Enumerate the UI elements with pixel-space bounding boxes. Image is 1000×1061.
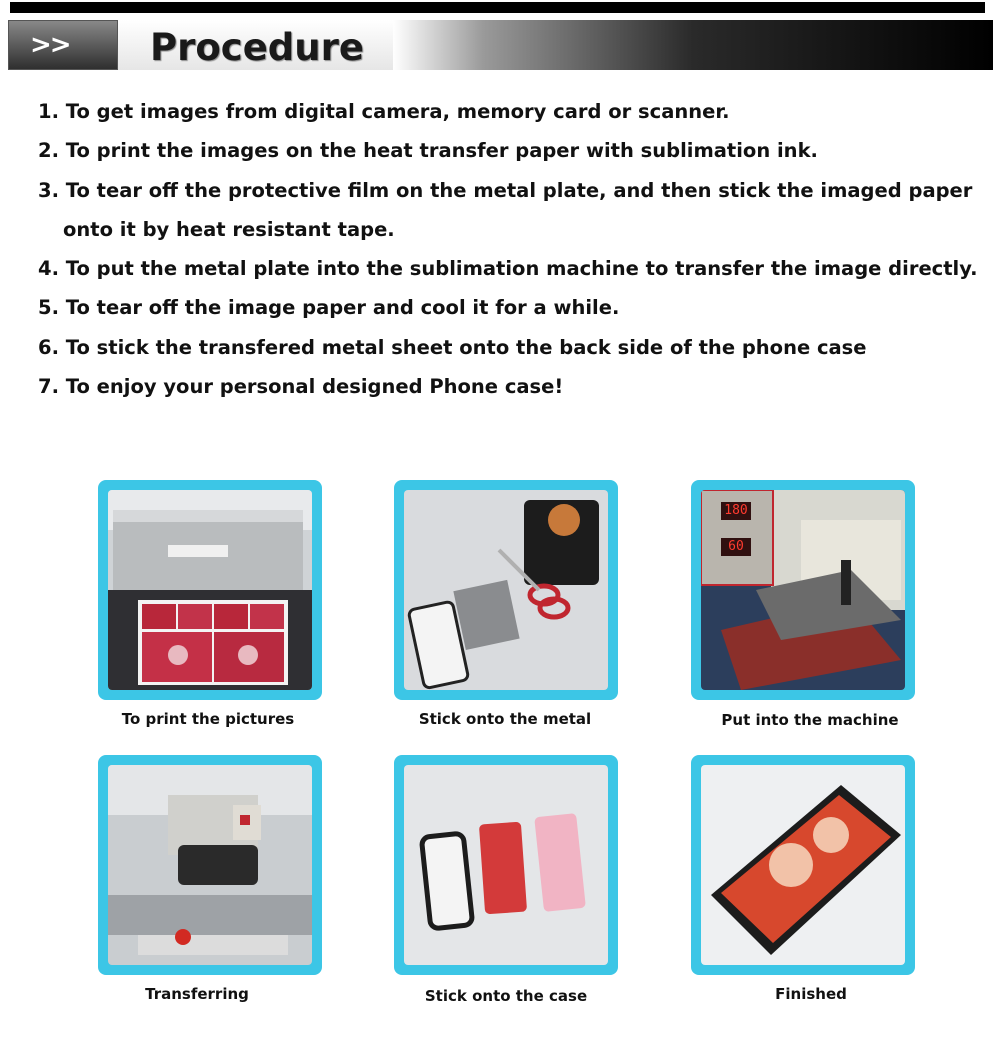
caption-machine: Put into the machine xyxy=(721,711,899,729)
finished-phone-photo xyxy=(701,765,905,965)
step-item: 4. To put the metal plate into the sublimation machine to transfer the image directly. xyxy=(38,257,978,281)
caption-finished: Finished xyxy=(775,985,847,1003)
photo-card-metal xyxy=(394,480,618,700)
page-title: Procedure xyxy=(150,26,364,69)
header-gradient-bar xyxy=(393,20,993,70)
time-readout: 60 xyxy=(728,539,744,554)
phone-cases-photo xyxy=(404,765,608,965)
step-item: 6. To stick the transfered metal sheet onto the back side of the phone case xyxy=(38,335,867,359)
step-item: 1. To get images from digital camera, memory card or scanner. xyxy=(38,100,730,123)
tape-scissors-photo xyxy=(404,490,608,690)
step-item: 5. To tear off the image paper and cool it for a while. xyxy=(38,296,620,320)
double-arrow-icon: >> xyxy=(30,30,70,60)
photo-card-print xyxy=(98,480,322,700)
caption-case: Stick onto the case xyxy=(424,987,588,1005)
photo-card-machine xyxy=(691,480,915,700)
temperature-readout: 180 xyxy=(724,503,748,518)
photo-card-transferring xyxy=(98,755,322,975)
photo-card-finished xyxy=(691,755,915,975)
step-item-continuation: onto it by heat resistant tape. xyxy=(63,217,395,241)
caption-print: To print the pictures xyxy=(121,710,295,728)
caption-metal: Stick onto the metal xyxy=(418,710,592,728)
procedure-steps xyxy=(38,92,998,406)
step-item: 7. To enjoy your personal designed Phone case! xyxy=(38,375,564,399)
caption-transferring: Transferring xyxy=(145,985,249,1003)
top-black-bar xyxy=(10,2,985,13)
heat-press-photo xyxy=(701,490,905,690)
step-item: 3. To tear off the protective film on the metal plate, and then stick the imaged paper xyxy=(38,178,973,202)
printer-photo xyxy=(108,490,312,690)
step-item: 2. To print the images on the heat transfer paper with sublimation ink. xyxy=(38,139,818,163)
photo-card-case xyxy=(394,755,618,975)
heat-press-closed-photo xyxy=(108,765,312,965)
